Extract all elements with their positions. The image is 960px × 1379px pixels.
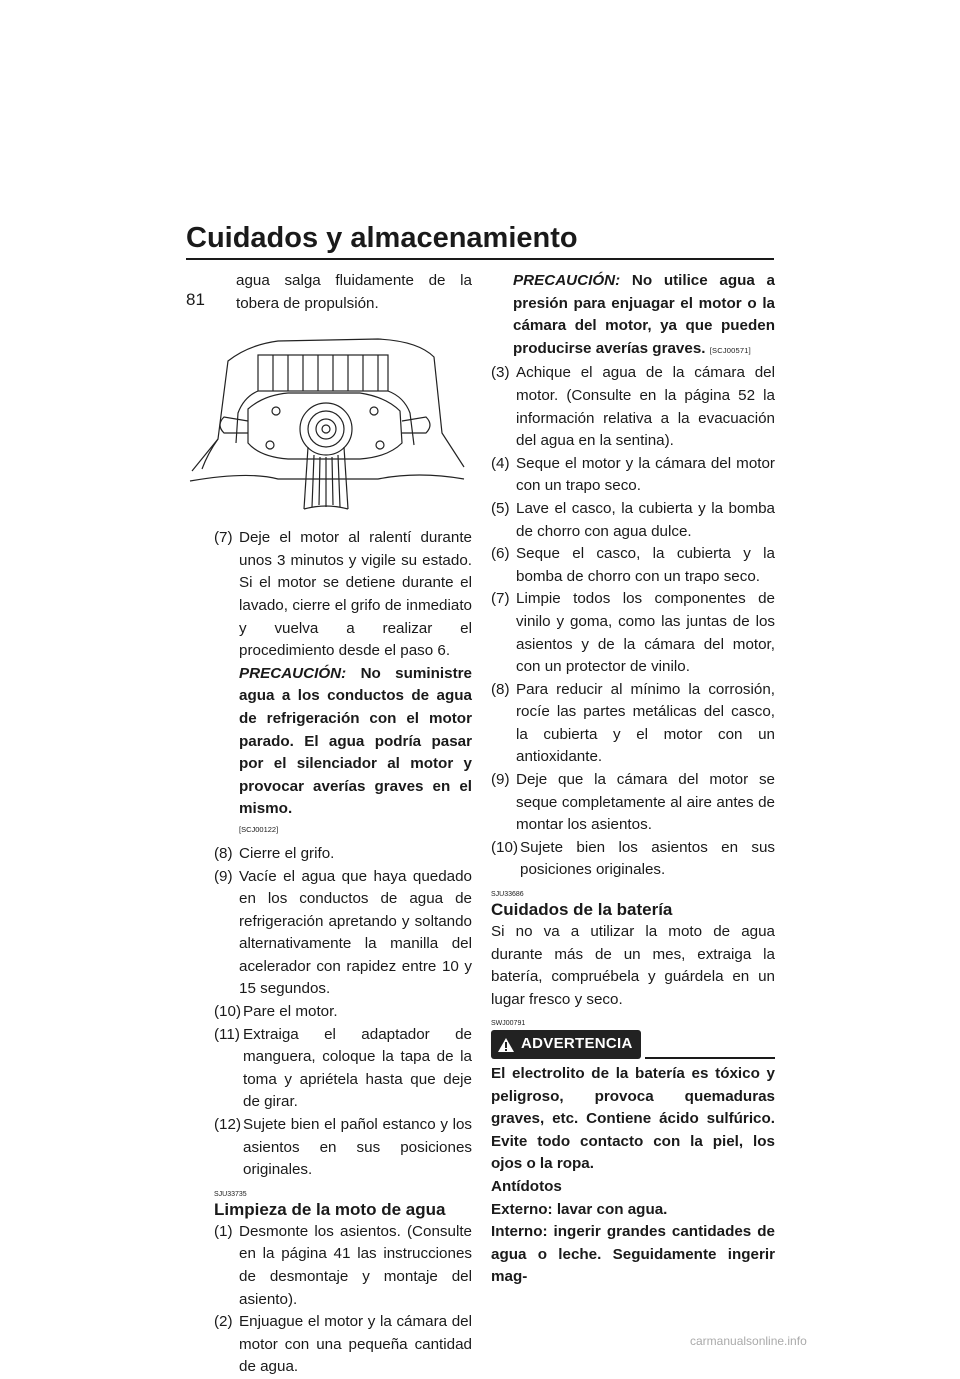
warning-label: ADVERTENCIA	[521, 1035, 633, 1053]
intro-text: agua salga fluidamente de la tobera de propulsión.	[236, 272, 472, 312]
warning-rule	[645, 1057, 775, 1059]
jet-nozzle-illustration	[188, 321, 466, 513]
page-title: Cuidados y almacenamiento	[186, 222, 578, 254]
cleaning-step-2: (2) Enjuague el motor y la cámara del motor con una pequeña cantidad de agua.	[214, 1313, 472, 1376]
caution-text: No suministre agua a los conductos de agua de refrigeración con el motor parado. El agua podría pasar por el silenciador al motor y provocar averías graves en el mismo.	[239, 664, 472, 818]
step-7: (7) Deje el motor al ralentí durante unos 3 minutos y vigile su estado. Si el motor se detiene durante el lavado, cierre el grifo de inmediato y vuelva a realizar el procedimiento desde el paso 6. PRECAUCIÓN: No suministre agua a los conductos de agua de refrigeración con el motor parado. El agua podría pasar por el silenciador al motor y provocar averías graves en el mismo. [SCJ00122]	[214, 527, 472, 843]
cleaning-step-9: (9) Deje que la cámara del motor se seque completamente al aire antes de montar los asientos.	[491, 771, 775, 834]
step-9: (9) Vacíe el agua que haya quedado en los conductos de agua de refrigeración apretando y soltando alternativamente la manilla del acelerador con rapidez entre 10 y 15 segundos.	[214, 867, 472, 998]
warning-line-4: Interno: ingerir grandes cantidades de agua o leche. Seguidamente ingerir mag-	[491, 1223, 775, 1286]
warning-line-2: Antídotos	[491, 1177, 562, 1195]
step-12: (12) Sujete bien el pañol estanco y los asientos en sus posiciones originales.	[214, 1116, 472, 1179]
caution-block	[491, 270, 775, 362]
title-rule	[186, 258, 774, 260]
warning-line-1: El electrolito de la batería es tóxico y peligroso, provoca quemaduras graves, etc. Contiene ácido sulfúrico. Evite todo contacto con la piel, los ojos o la ropa.	[491, 1065, 775, 1173]
battery-body: Si no va a utilizar la moto de agua durante más de un mes, extraiga la batería, compruébela y guárdela en un lugar fresco y seco.	[491, 923, 775, 1008]
warning-code: SWJ00791	[491, 1020, 526, 1028]
caution-label: PRECAUCIÓN:	[513, 272, 621, 289]
cleaning-step-1: (1) Desmonte los asientos. (Consulte en la página 41 las instrucciones de desmontaje y montaje del asiento).	[214, 1222, 472, 1308]
caution-code: [SCJ00571]	[709, 345, 751, 355]
step-8: (8) Cierre el grifo.	[214, 844, 335, 862]
cleaning-step-7: (7) Limpie todos los componentes de vinilo y goma, como las juntas de los asientos y de la cámara del motor, con un protector de vinilo.	[491, 590, 775, 676]
cleaning-step-5: (5) Lave el casco, la cubierta y la bomba de chorro con agua dulce.	[491, 499, 775, 540]
section-code: SJU33686	[491, 891, 524, 899]
cleaning-step-8: (8) Para reducir al mínimo la corrosión, rocíe las partes metálicas del casco, la cubierta y el motor con un antioxidante.	[491, 680, 775, 766]
warning-header	[491, 1030, 775, 1059]
caution-text: No utilice agua a presión para enjuagar el motor o la cámara del motor, ya que pueden producirse averías graves.	[513, 272, 775, 357]
caution-label: PRECAUCIÓN:	[239, 664, 347, 682]
caution-code: [SCJ00122]	[239, 824, 279, 834]
page-number: 81	[186, 290, 205, 309]
warning-triangle-icon	[497, 1037, 515, 1053]
cleaning-step-6: (6) Seque el casco, la cubierta y la bomba de chorro con un trapo seco.	[491, 545, 775, 585]
right-column	[491, 270, 775, 1289]
cleaning-step-10: (10) Sujete bien los asientos en sus posiciones originales.	[491, 838, 775, 879]
step-10: (10) Pare el motor.	[214, 1003, 338, 1021]
section-title-battery: Cuidados de la batería	[491, 900, 673, 920]
cleaning-step-3: (3) Achique el agua de la cámara del motor. (Consulte en la página 52 la información relativa a la evacuación del agua en la sentina).	[491, 364, 775, 450]
section-title-cleaning: Limpieza de la moto de agua	[214, 1199, 446, 1219]
section-code: SJU33735	[214, 1190, 247, 1198]
step-7-text: Deje el motor al ralentí durante unos 3 minutos y vigile su estado. Si el motor se detiene durante el lavado, cierre el grifo de inmediato y vuelva a realizar el procedimiento desde el paso 6.	[239, 529, 472, 660]
warning-badge	[491, 1030, 641, 1059]
left-column	[214, 270, 472, 1379]
cleaning-step-4: (4) Seque el motor y la cámara del motor con un trapo seco.	[491, 454, 775, 495]
watermark: carmanualsonline.info	[690, 1334, 807, 1348]
step-11: (11) Extraiga el adaptador de manguera, coloque la tapa de la toma y apriétela hasta que deje de girar.	[214, 1025, 472, 1111]
warning-line-3: Externo: lavar con agua.	[491, 1200, 668, 1218]
